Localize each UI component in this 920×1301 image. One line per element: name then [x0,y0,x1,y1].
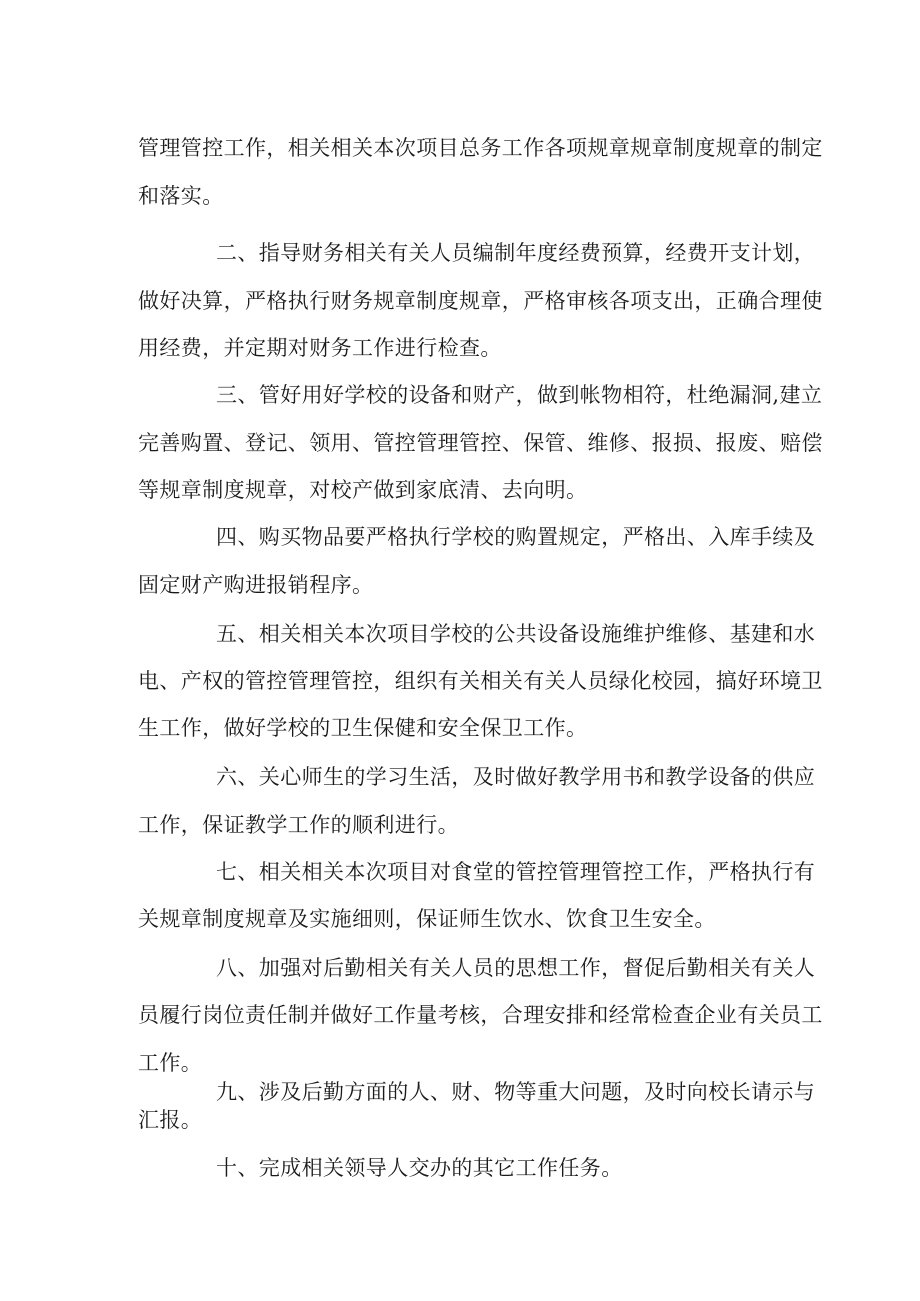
text-line: 用经费，并定期对财务工作进行检查。 [138,336,502,360]
text-line: 等规章制度规章，对校产做到家底清、去向明。 [138,478,588,502]
paragraph-4-line: 四、购买物品要严格执行学校的购置规定，严格出、入库手续及 [216,525,816,549]
paragraph-5-line: 五、相关相关本次项目学校的公共设备设施维护维修、基建和水 [216,622,816,646]
text-line: 汇报。 [138,1108,203,1132]
text-line: 和落实。 [138,184,224,208]
text-line: 关规章制度规章及实施细则，保证师生饮水、饮食卫生安全。 [138,907,716,931]
paragraph-8-line: 八、加强对后勤相关有关人员的思想工作，督促后勤相关有关人 [216,956,816,980]
text-line: 工作。 [138,1051,203,1075]
paragraph-7-line: 七、相关相关本次项目对食堂的管控管理管控工作，严格执行有 [216,860,816,884]
text-line: 工作，保证教学工作的顺利进行。 [138,813,459,837]
text-line: 固定财产购进报销程序。 [138,573,374,597]
text-line: 员履行岗位责任制并做好工作量考核，合理安排和经常检查企业有关员工 [138,1003,823,1027]
paragraph-6-line: 六、关心师生的学习生活，及时做好教学用书和教学设备的供应 [216,765,816,789]
text-line: 生工作，做好学校的卫生保健和安全保卫工作。 [138,716,588,740]
paragraph-10-line: 十、完成相关领导人交办的其它工作任务。 [216,1156,623,1180]
text-line: 做好决算，严格执行财务规章制度规章，严格审核各项支出，正确合理使 [138,289,823,313]
text-line: 电、产权的管控管理管控，组织有关相关有关人员绿化校园，搞好环境卫 [138,669,823,693]
paragraph-9-line: 九、涉及后勤方面的人、财、物等重大问题，及时向校长请示与 [216,1080,816,1104]
text-line: 完善购置、登记、领用、管控管理管控、保管、维修、报损、报废、赔偿 [138,431,823,455]
paragraph-3-line: 三、管好用好学校的设备和财产，做到帐物相符，杜绝漏洞,建立 [216,383,823,407]
paragraph-2-line: 二、指导财务相关有关人员编制年度经费预算，经费开支计划， [216,241,816,265]
text-line: 管理管控工作，相关相关本次项目总务工作各项规章规章制度规章的制定 [138,136,823,160]
